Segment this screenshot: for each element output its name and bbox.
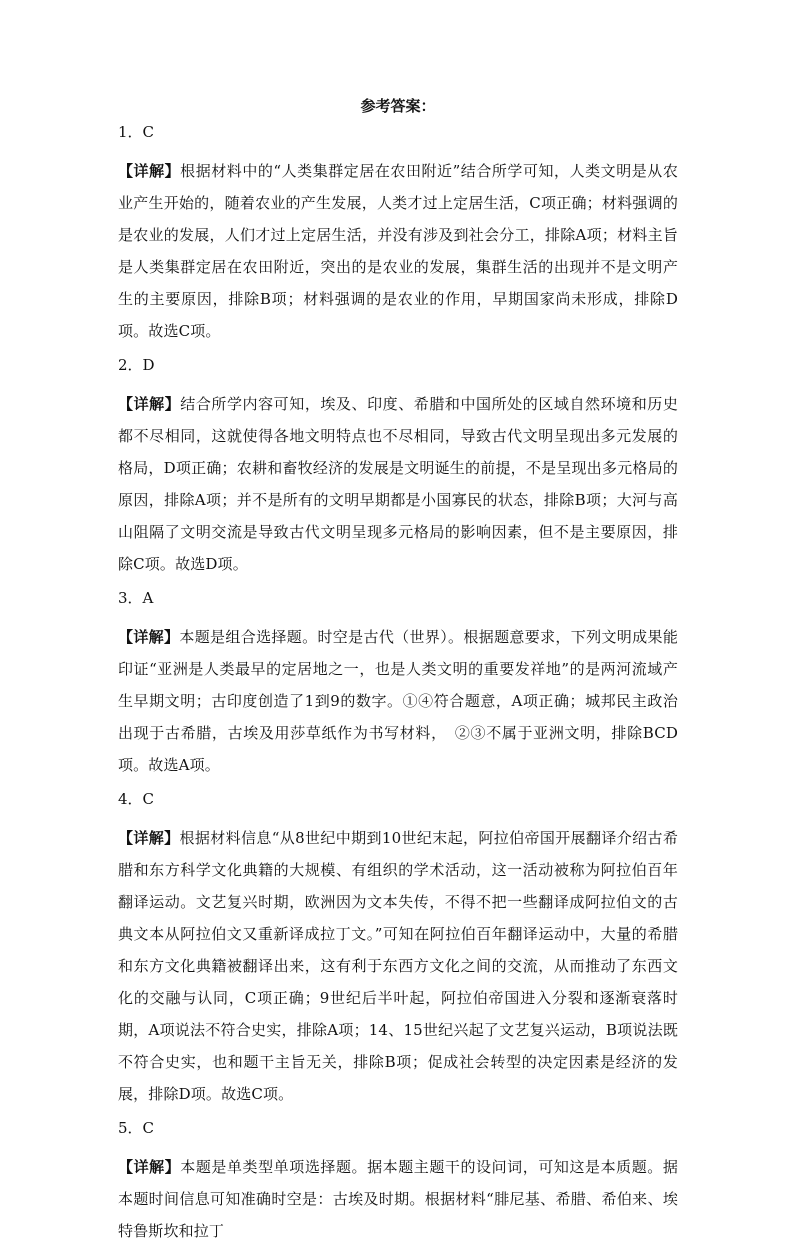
page-title: 参考答案： [360,97,436,115]
explanation-text: 本题是组合选择题。时空是古代（世界）。根据题意要求，下列文明成果能印证“亚洲是人类最早的定居地之一，也是人类文明的重要发祥地”的是两河流域产生早期文明；古印度创造了1到9的数字。①④符合题意，A项正确；城邦民主政治出现于古希腊，古埃及用莎草纸作为书写材料， ②③不属于亚洲文明，排除BCD项。故选A项。 [118,628,678,774]
explanation-text: 根据材料信息“从8世纪中期到10世纪末起，阿拉伯帝国开展翻译介绍古希腊和东方科学文化典籍的大规模、有组织的学术活动，这一活动被称为阿拉伯百年翻译运动。文艺复兴时期，欧洲因为文本失传，不得不把一些翻译成阿拉伯文的古典文本从阿拉伯文又重新译成拉丁文。”可知在阿拉伯百年翻译运动中，大量的希腊和东方文化典籍被翻译出来，这有利于东西方文化之间的交流，从而推动了东西文化的交融与认同，C项正确；9世纪后半叶起，阿拉伯帝国进入分裂和逐渐衰落时期，A项说法不符合史实，排除A项；14、15世纪兴起了文艺复兴运动，B项说法既不符合史实，也和题干主旨无关，排除B项；促成社会转型的决定因素是经济的发展，排除D项。故选C项。 [118,829,678,1103]
explanation-text: 结合所学内容可知，埃及、印度、希腊和中国所处的区域自然环境和历史都不尽相同，这就使得各地文明特点也不尽相同，导致古代文明呈现出多元发展的格局，D项正确；农耕和畜牧经济的发展是文明诞生的前提，不是呈现出多元格局的原因，排除A项；并不是所有的文明早期都是小国寡民的状态，排除B项；大河与高山阻隔了文明交流是导致古代文明呈现多元格局的影响因素，但不是主要原因，排除C项。故选D项。 [118,395,678,573]
explanation-tag: 【详解】 [118,162,181,180]
answer-explanation [118,621,678,781]
answer-number: 3．A [118,589,154,607]
answer-explanation [118,155,678,347]
answer-explanation [118,822,678,1110]
answer-number: 2．D [118,356,155,374]
answer-explanation [118,388,678,580]
explanation-tag: 【详解】 [118,829,180,847]
explanation-text: 本题是单类型单项选择题。据本题主题干的设问词，可知这是本质题。据本题时间信息可知准确时空是：古埃及时期。根据材料“腓尼基、希腊、希伯来、埃特鲁斯坎和拉丁 [118,1158,678,1240]
answer-explanation [118,1151,678,1247]
explanation-tag: 【详解】 [118,628,180,646]
explanation-tag: 【详解】 [118,395,181,413]
answer-number: 5．C [118,1119,155,1137]
answer-sheet [118,96,678,1255]
explanation-text: 根据材料中的“人类集群定居在农田附近”结合所学可知，人类文明是从农业产生开始的，随着农业的产生发展，人类才过上定居生活，C项正确；材料强调的是农业的发展，人们才过上定居生活，并没有涉及到社会分工，排除A项；材料主旨是人类集群定居在农田附近，突出的是农业的发展，集群生活的出现并不是文明产生的主要原因，排除B项；材料强调的是农业的作用，早期国家尚未形成，排除D项。故选C项。 [118,162,678,340]
answer-number: 4．C [118,790,155,808]
answer-number: 1．C [118,123,155,141]
explanation-tag: 【详解】 [118,1158,181,1176]
